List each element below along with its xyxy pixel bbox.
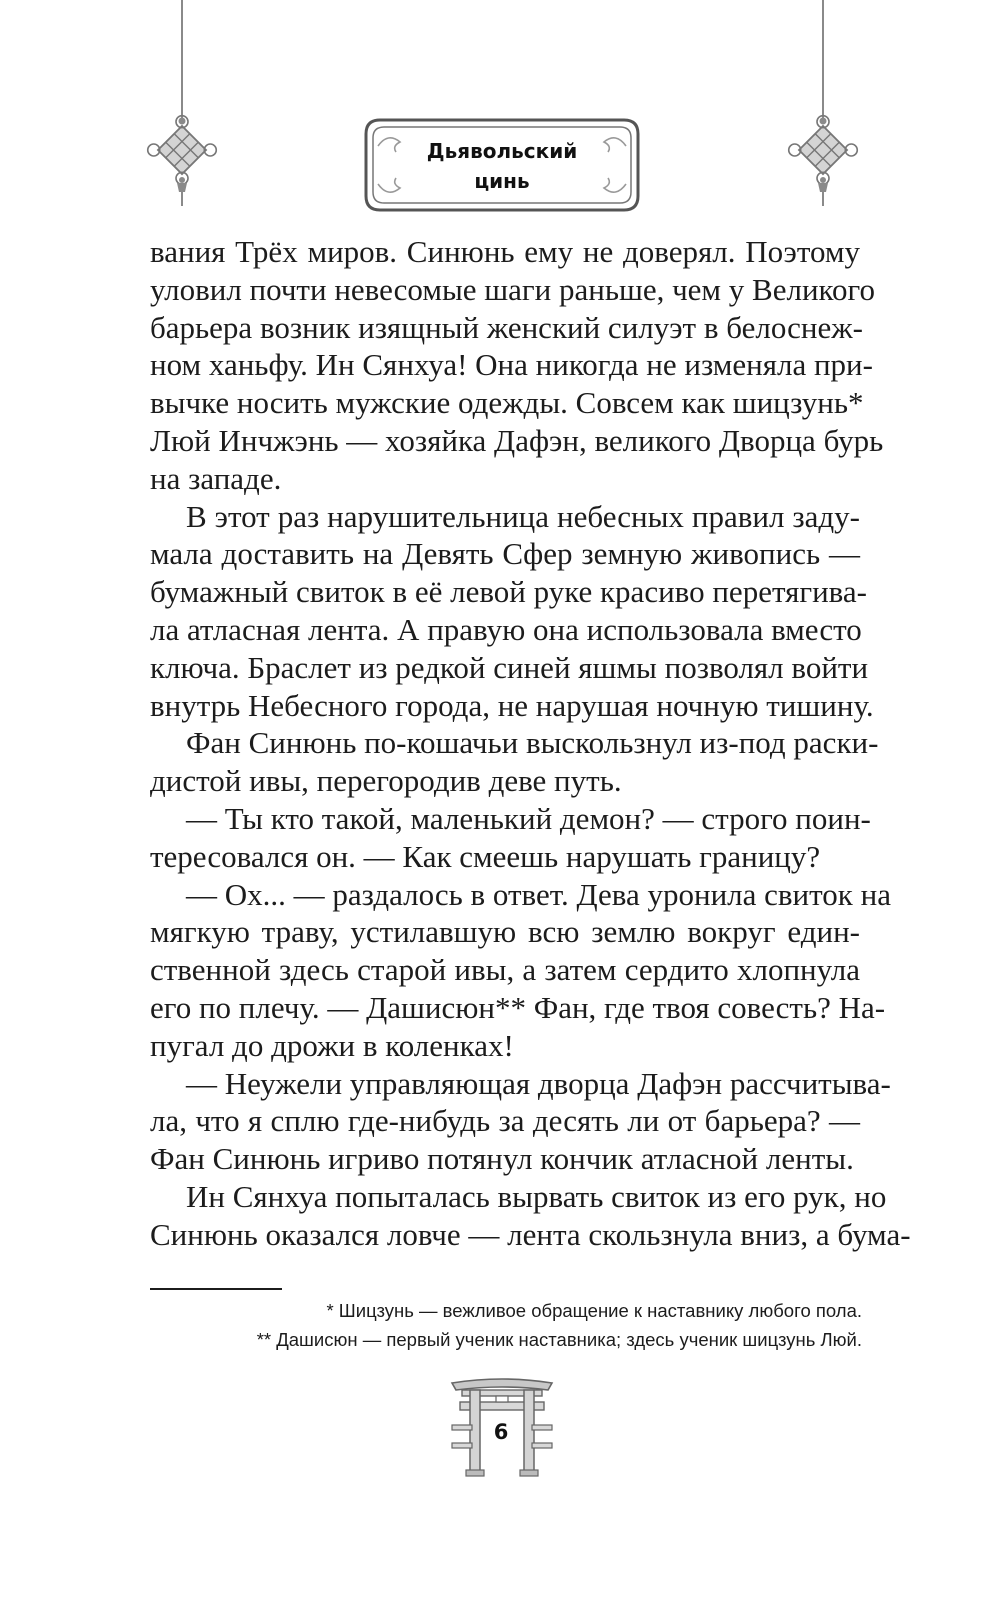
text-line: Фан Синюнь по-кошачьи выскользнул из-под раски- xyxy=(186,725,879,761)
text-line: Ин Сянхуа попыталась вырвать свиток из его рук, но xyxy=(186,1178,887,1214)
text-line: ном ханьфу. Ин Сянхуа! Она никогда не изменяла при- xyxy=(150,347,873,383)
text-line: ключа. Браслет из редкой синей яшмы позволял войти xyxy=(150,649,869,685)
text-line: уловил почти невесомые шаги раньше, чем у Великого xyxy=(150,271,875,307)
text-line: его по плечу. — Дашисюн** Фан, где твоя совесть? На- xyxy=(150,989,886,1025)
text-line: вания Трёх миров. Синюнь ему не доверял. Поэтому xyxy=(150,234,860,269)
text-line: дистой ивы, перегородив деве путь. xyxy=(150,763,622,799)
endless-knot-icon xyxy=(787,0,859,206)
text-line: мала доставить на Девять Сфер земную живопись — xyxy=(150,536,860,572)
text-line: Фан Синюнь игриво потянул кончик атласной ленты. xyxy=(150,1141,854,1177)
text-line: — Ты кто такой, маленький демон? — строго поин- xyxy=(186,800,871,836)
chapter-title xyxy=(362,131,642,201)
text-line: ственной здесь старой ивы, а затем сердито хлопнула xyxy=(150,952,860,988)
text-line: тересовался он. — Как смеешь нарушать границу? xyxy=(150,838,821,874)
text-line: Люй Инчжэнь — хозяйка Дафэн, великого Дворца бурь xyxy=(150,422,884,458)
chapter-title-line-2: цинь xyxy=(474,169,530,193)
text-line: бумажный свиток в её левой руке красиво перетягива- xyxy=(150,574,867,610)
text-line: В этот раз нарушительница небесных правил заду- xyxy=(186,498,860,534)
chapter-title-line-1: Дьявольский xyxy=(426,139,578,163)
page-number: 6 xyxy=(493,1420,509,1444)
endless-knot-icon xyxy=(146,0,218,206)
text-line: барьера возник изящный женский силуэт в белоснеж- xyxy=(150,309,863,345)
body-text xyxy=(150,233,911,1254)
text-line: ла, что я сплю где-нибудь за десять ли от барьера? — xyxy=(150,1103,860,1139)
text-line: внутрь Небесного города, не нарушая ночную тишину. xyxy=(150,687,874,723)
text-line: пугал до дрожи в коленках! xyxy=(150,1027,514,1063)
footnote-divider xyxy=(150,1288,282,1290)
text-line: Синюнь оказался ловче — лента скользнула вниз, а бума- xyxy=(150,1216,911,1252)
text-line: — Неужели управляющая дворца Дафэн рассчитыва- xyxy=(186,1065,891,1101)
footnote: * Шицзунь — вежливое обращение к наставнику любого пола. xyxy=(326,1300,862,1321)
text-line: мягкую траву, устилавшую всю землю вокруг един- xyxy=(150,914,860,950)
text-line: ла атласная лента. А правую она использовала вместо xyxy=(150,611,862,647)
text-line: вычке носить мужские одежды. Совсем как шицзунь* xyxy=(150,385,864,421)
text-line: на западе. xyxy=(150,460,282,496)
text-line: — Ох... — раздалось в ответ. Дева уронила свиток на xyxy=(186,876,891,912)
footnotes xyxy=(150,1296,862,1354)
footnote: ** Дашисюн — первый ученик наставника; здесь ученик шицзунь Люй. xyxy=(256,1329,862,1350)
